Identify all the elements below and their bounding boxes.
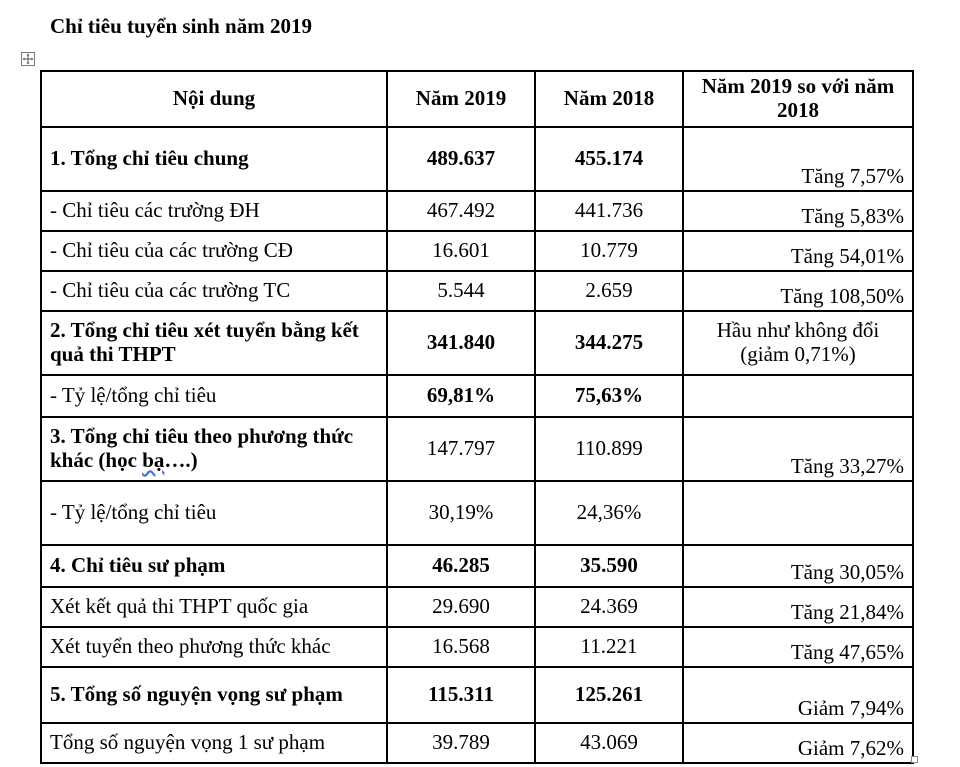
row-value-2018: 2.659 [535,271,683,311]
row-comparison: Tăng 30,05% [683,545,913,587]
row-content: 2. Tổng chỉ tiêu xét tuyển bằng kết quả thi THPT [41,311,387,375]
row-content: - Chỉ tiêu của các trường CĐ [41,231,387,271]
row-comparison: Tăng 108,50% [683,271,913,311]
table-row [41,375,913,417]
document-title: Chỉ tiêu tuyển sinh năm 2019 [50,14,312,38]
row-value-2019: 46.285 [387,545,535,587]
spelling-flag-word: bạ [142,448,165,472]
row-comparison: Tăng 33,27% [683,417,913,481]
table-row [41,231,913,271]
row-value-2019: 467.492 [387,191,535,231]
row-value-2018: 344.275 [535,311,683,375]
table-row [41,481,913,545]
header-comparison: Năm 2019 so với năm 2018 [683,71,913,127]
table-header-row [41,71,913,127]
row-comparison: Tăng 47,65% [683,627,913,667]
row-value-2019: 489.637 [387,127,535,191]
row-value-2018: 24.369 [535,587,683,627]
admission-quota-table [40,70,914,764]
table-row [41,311,913,375]
table-row [41,627,913,667]
row-value-2019: 39.789 [387,723,535,763]
row-comparison: Tăng 54,01% [683,231,913,271]
row-value-2018: 441.736 [535,191,683,231]
table-resize-handle[interactable] [911,756,918,763]
row-content: 1. Tổng chỉ tiêu chung [41,127,387,191]
row-value-2018: 35.590 [535,545,683,587]
row-content: 4. Chỉ tiêu sư phạm [41,545,387,587]
row-comparison: Giảm 7,62% [683,723,913,763]
row-value-2018: 43.069 [535,723,683,763]
table-row [41,723,913,763]
table-row [41,587,913,627]
table-row [41,417,913,481]
header-year-2018: Năm 2018 [535,71,683,127]
table-move-handle-icon[interactable] [21,52,35,66]
row-content: - Chỉ tiêu các trường ĐH [41,191,387,231]
row-value-2018: 11.221 [535,627,683,667]
row-content: Tổng số nguyện vọng 1 sư phạm [41,723,387,763]
row-value-2019: 5.544 [387,271,535,311]
header-year-2019: Năm 2019 [387,71,535,127]
row-value-2018: 10.779 [535,231,683,271]
row-content: 5. Tổng số nguyện vọng sư phạm [41,667,387,723]
row-comparison: Hầu như không đổi (giảm 0,71%) [683,311,913,375]
row-value-2018: 75,63% [535,375,683,417]
row-value-2019: 16.568 [387,627,535,667]
row-value-2019: 69,81% [387,375,535,417]
row-content [41,417,387,481]
row-comparison: Giảm 7,94% [683,667,913,723]
row-value-2019: 147.797 [387,417,535,481]
table-row [41,667,913,723]
row-value-2018: 24,36% [535,481,683,545]
row-value-2019: 29.690 [387,587,535,627]
row-content: - Tỷ lệ/tổng chỉ tiêu [41,481,387,545]
row-content: Xét kết quả thi THPT quốc gia [41,587,387,627]
row-comparison: Tăng 7,57% [683,127,913,191]
row-content: - Chỉ tiêu của các trường TC [41,271,387,311]
header-content: Nội dung [41,71,387,127]
row-value-2019: 30,19% [387,481,535,545]
table-row [41,127,913,191]
row-comparison: Tăng 21,84% [683,587,913,627]
row-content: Xét tuyển theo phương thức khác [41,627,387,667]
row-content-part: ….) [164,448,198,472]
row-value-2019: 115.311 [387,667,535,723]
row-content-part: 3. Tổng chỉ tiêu theo phương thức khác (học [50,424,354,472]
row-comparison: Tăng 5,83% [683,191,913,231]
row-content: - Tỷ lệ/tổng chỉ tiêu [41,375,387,417]
row-value-2019: 16.601 [387,231,535,271]
table-row [41,271,913,311]
table-row [41,545,913,587]
row-value-2018: 110.899 [535,417,683,481]
table-row [41,191,913,231]
row-value-2018: 125.261 [535,667,683,723]
row-value-2019: 341.840 [387,311,535,375]
row-value-2018: 455.174 [535,127,683,191]
row-comparison [683,375,913,417]
row-comparison [683,481,913,545]
